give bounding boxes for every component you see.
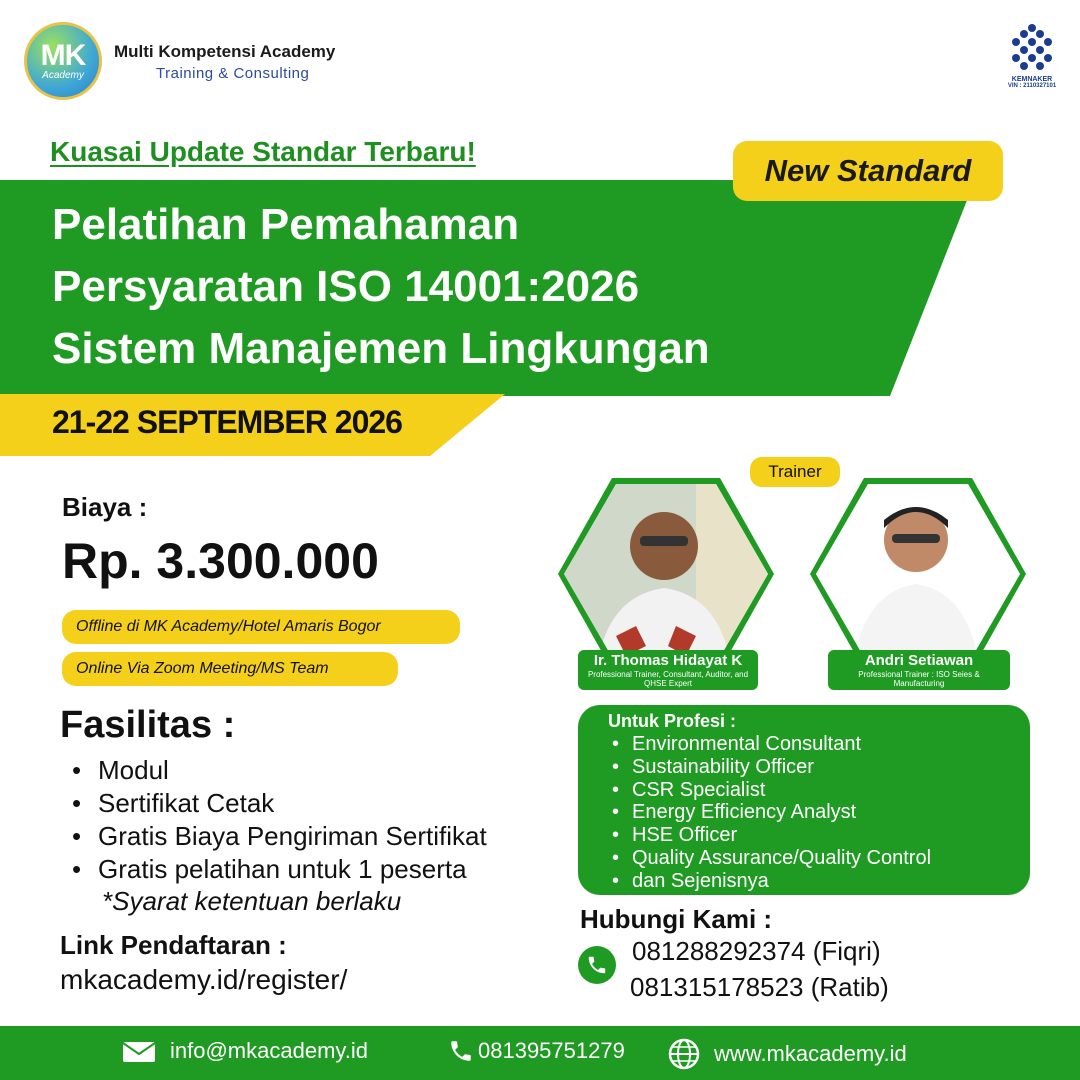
tagline: Kuasai Update Standar Terbaru! (50, 136, 476, 167)
footer-phone[interactable] (448, 1038, 625, 1064)
profession-item: • dan Sejenisnya (612, 870, 931, 893)
kemnaker-vin: VIN : 2110327101 (1007, 83, 1057, 89)
trainer-photo-2 (808, 476, 1028, 672)
trainer-photo-1 (556, 476, 776, 672)
title-line-2: Persyaratan ISO 14001:2026 (52, 262, 640, 311)
facility-item: • Sertifikat Cetak (72, 787, 572, 820)
profession-list (612, 733, 931, 893)
whatsapp-icon (578, 946, 616, 984)
registration-label: Link Pendaftaran : (60, 930, 287, 960)
profession-item: • Quality Assurance/Quality Control (612, 847, 931, 870)
trainer-tag: Trainer (750, 457, 840, 487)
footer-website-text: www.mkacademy.id (714, 1041, 907, 1066)
terms-note: *Syarat ketentuan berlaku (102, 886, 402, 916)
facility-item: • Gratis Biaya Pengiriman Sertifikat (72, 820, 572, 853)
facility-item: • Modul (72, 754, 572, 787)
price-value: Rp. 3.300.000 (62, 533, 379, 589)
kemnaker-emblem-icon (1006, 22, 1058, 74)
title-line-1: Pelatihan Pemahaman (52, 200, 520, 249)
profession-item: • HSE Officer (612, 824, 931, 847)
price-label: Biaya : (62, 492, 148, 522)
offline-badge: Offline di MK Academy/Hotel Amaris Bogor (62, 610, 460, 644)
globe-icon (668, 1038, 700, 1070)
email-icon (122, 1039, 156, 1063)
title-line-3: Sistem Manajemen Lingkungan (52, 324, 710, 373)
logo-text: MK (40, 38, 86, 72)
profession-heading: Untuk Profesi : (608, 711, 737, 731)
online-badge: Online Via Zoom Meeting/MS Team (62, 652, 398, 686)
footer-phone-text: 081395751279 (478, 1038, 625, 1063)
kemnaker-logo (996, 22, 1068, 96)
trainer-1-role: Professional Trainer, Consultant, Auditor, and QHSE Expert (587, 670, 749, 688)
trainer-1-name: Ir. Thomas Hidayat K (593, 652, 743, 669)
kemnaker-label: KEMNAKER (1011, 76, 1053, 83)
footer-email[interactable] (122, 1038, 368, 1064)
contact-phone-1[interactable]: 081288292374 (Fiqri) (632, 936, 881, 966)
phone-icon (448, 1038, 474, 1064)
footer-email-text: info@mkacademy.id (170, 1038, 368, 1063)
trainer-2-name: Andri Setiawan (864, 652, 974, 669)
facilities-heading: Fasilitas : (60, 704, 236, 746)
trainer-1-nameplate (578, 650, 758, 690)
event-date: 21-22 SEPTEMBER 2026 (52, 404, 402, 440)
profession-item: • Environmental Consultant (612, 733, 931, 756)
footer-website[interactable] (668, 1038, 907, 1070)
registration-link[interactable]: mkacademy.id/register/ (60, 964, 348, 995)
brand-name: Multi Kompetensi Academy (114, 42, 336, 61)
profession-item: • CSR Specialist (612, 779, 931, 802)
brand-tagline: Training & Consulting (156, 65, 310, 82)
contact-heading: Hubungi Kami : (580, 904, 773, 934)
profession-item: • Energy Efficiency Analyst (612, 801, 931, 824)
contact-phone-2[interactable]: 081315178523 (Ratib) (630, 972, 889, 1002)
facility-item: • Gratis pelatihan untuk 1 peserta (72, 853, 572, 886)
profession-box (578, 705, 1030, 895)
new-standard-badge: New Standard (733, 141, 1003, 201)
trainer-2-role: Professional Trainer : ISO Seies & Manufacturing (858, 670, 980, 688)
profession-item: • Sustainability Officer (612, 756, 931, 779)
facilities-list (72, 754, 572, 886)
mk-academy-logo (24, 22, 102, 100)
logo-sub: Academy (42, 69, 84, 81)
trainer-2-nameplate (828, 650, 1010, 690)
